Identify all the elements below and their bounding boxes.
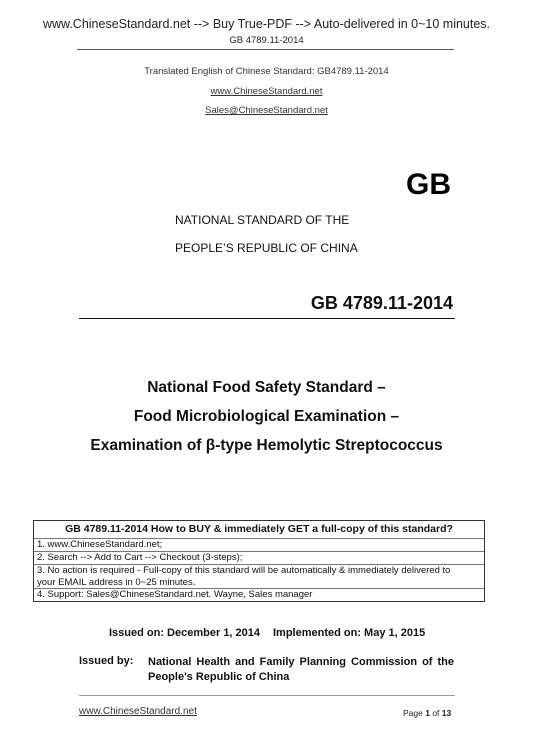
- page-of: of: [429, 708, 442, 718]
- gb-mark: GB: [406, 168, 451, 201]
- title-line1: National Food Safety Standard –: [147, 379, 386, 396]
- implemented-date: Implemented on: May 1, 2015: [273, 627, 426, 639]
- page-current: 1: [425, 708, 430, 718]
- standard-code: GB 4789.11-2014: [310, 293, 453, 313]
- top-banner[interactable]: www.ChineseStandard.net --> Buy True-PDF --> Auto-delivered in 0~10 minutes.: [42, 17, 491, 31]
- title-line3: Examination of β-type Hemolytic Streptococcus: [90, 437, 443, 454]
- email-link-wrap: [0, 105, 533, 116]
- buy-step-4[interactable]: 4. Support: Sales@ChineseStandard.net. Wayne, Sales manager: [34, 588, 484, 601]
- issued-by-label: Issued by:: [79, 655, 134, 667]
- national-standard-line1: NATIONAL STANDARD OF THE: [175, 213, 350, 227]
- website-link[interactable]: www.ChineseStandard.net: [210, 86, 323, 97]
- standard-divider: [79, 318, 455, 319]
- page-total: 13: [441, 708, 452, 718]
- issued-date: Issued on: December 1, 2014: [109, 627, 261, 639]
- title-line2: Food Microbiological Examination –: [133, 408, 400, 425]
- translated-note: Translated English of Chinese Standard: GB4789.11-2014: [144, 66, 389, 77]
- buy-step-3-cont: your EMAIL address in 0~25 minutes.: [37, 576, 196, 588]
- website-link-wrap: [0, 86, 533, 97]
- national-standard-line2: PEOPLE’S REPUBLIC OF CHINA: [175, 241, 358, 255]
- page-number: [403, 708, 451, 718]
- header-standard-code: GB 4789.11-2014: [229, 35, 304, 46]
- buy-step-3: 3. No action is required - Full-copy of this standard will be automatically & immediately delivered to: [34, 564, 484, 577]
- buy-step-1[interactable]: 1. www.ChineseStandard.net;: [34, 538, 484, 551]
- buy-heading: GB 4789.11-2014 How to BUY & immediately GET a full-copy of this standard?: [65, 523, 453, 535]
- email-link[interactable]: Sales@ChineseStandard.net: [205, 105, 328, 116]
- buy-step-2: 2. Search --> Add to Cart --> Checkout (3-steps);: [34, 551, 484, 564]
- page-prefix: Page: [403, 708, 426, 718]
- header-divider: [77, 49, 454, 50]
- footer-link-wrap: [79, 706, 197, 717]
- buy-instructions-box: [33, 520, 485, 602]
- buy-steps-list: [34, 538, 484, 601]
- footer-divider: [79, 695, 455, 696]
- footer-website-link[interactable]: www.ChineseStandard.net: [79, 706, 197, 717]
- issued-by-value: National Health and Family Planning Commission of the People's Republic of China: [148, 656, 454, 683]
